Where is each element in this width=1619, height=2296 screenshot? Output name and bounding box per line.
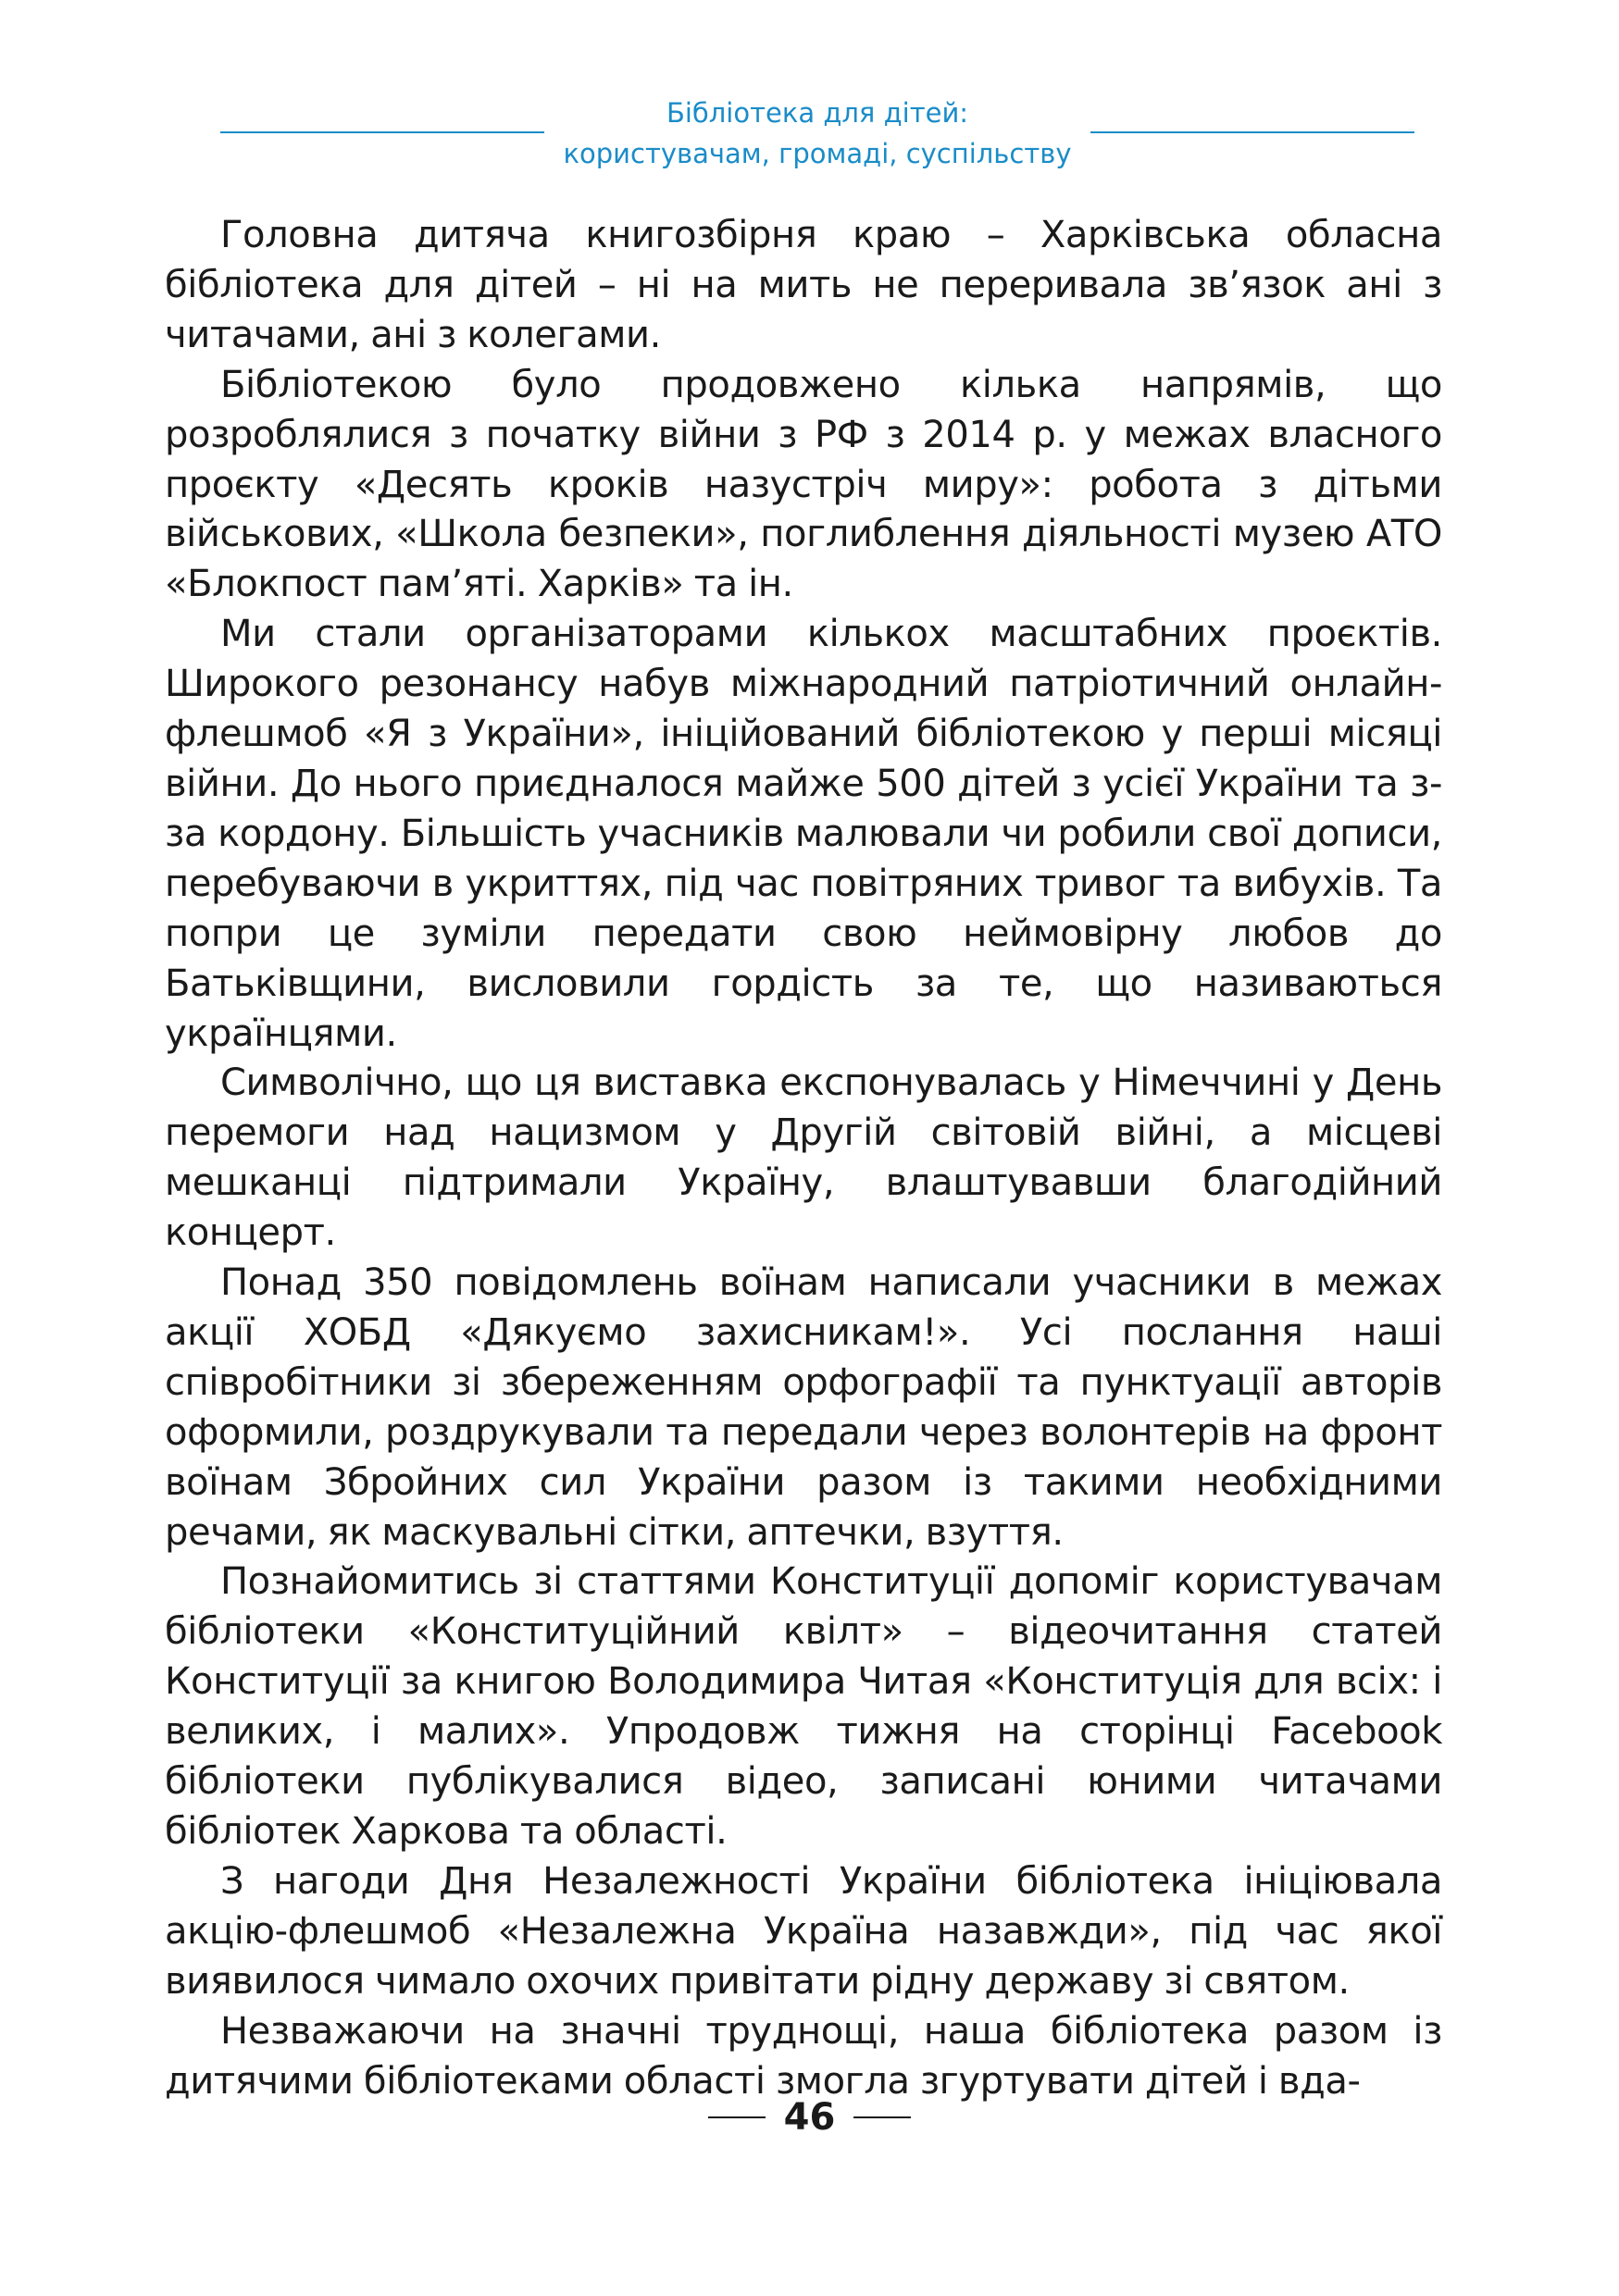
paragraph: Ми стали організаторами кількох масштабних проєктів. Широкого резонансу набув міжнародний патріотичний онлайн-флешмоб «Я з України», ініційований бібліотекою у перші місяці війни. До нього приєдналося майже 500 дітей з усієї України та з-за кордону. Більшість учасників малювали чи робили свої дописи, перебуваючи в укриттях, під час повітряних тривог та вибухів. Та попри це зуміли передати свою неймовірну любов до Батьківщини, висловили гордість за те, що називаються українцями. bbox=[165, 613, 1442, 1055]
paragraph: Бібліотекою було продовжено кілька напрямів, що розроблялися з початку війни з РФ з 2014 р. у межах власного проєкту «Десять кроків назустріч миру»: робота з дітьми військових, «Школа безпеки», поглиблення діяльності музею АТО «Блокпост пам’яті. Харків» та ін. bbox=[165, 363, 1442, 606]
paragraph: Символічно, що ця виставка експонувалась у Німеччині у День перемоги над нацизмом у Другій світовій війні, а місцеві мешканці підтримали Україну, влаштувавши благодійний концерт. bbox=[165, 1061, 1442, 1255]
folio-rule-right bbox=[853, 2116, 911, 2118]
body-text bbox=[165, 211, 1442, 2106]
header-rule-left bbox=[220, 131, 544, 133]
header-title-line-1: Бібліотека для дітей: bbox=[666, 97, 969, 129]
paragraph: Незважаючи на значні труднощі, наша бібліотека разом із дитячими бібліотеками області змогла згуртувати дітей і вда- bbox=[165, 2009, 1442, 2103]
running-header-title bbox=[554, 93, 1081, 174]
folio-rule-left bbox=[708, 2116, 766, 2118]
paragraph: Познайомитись зі статтями Конституції допоміг користувачам бібліотеки «Конституційний квілт» – відеочитання статей Конституції за книгою Володимира Читая «Конституція для всіх: і великих, і малих». Упродовж тижня на сторінці Facebook бібліотеки публікувалися відео, записані юними читачами бібліотек Харкова та області. bbox=[165, 1560, 1442, 1853]
header-rule-right bbox=[1090, 131, 1414, 133]
paragraph: Головна дитяча книгозбірня краю – Харківська обласна бібліотека для дітей – ні на мить не переривала зв’язок ані з читачами, ані з колегами. bbox=[165, 214, 1442, 356]
header-title-line-2: користувачам, громаді, суспільству bbox=[563, 138, 1072, 169]
paragraph: Понад 350 повідомлень воїнам написали учасники в межах акції ХОБД «Дякуємо захисникам!». Усі послання наші співробітники зі збереженням орфографії та пунктуації авторів оформили, роздрукували та передали через волонтерів на фронт воїнам Збройних сил України разом із такими необхідними речами, як маскувальні сітки, аптечки, взуття. bbox=[165, 1261, 1442, 1554]
page-number: 46 bbox=[783, 2096, 836, 2139]
paragraph: З нагоди Дня Незалежності України бібліотека ініціювала акцію-флешмоб «Незалежна Україна назавжди», під час якої виявилося чимало охочих привітати рідну державу зі святом. bbox=[165, 1859, 1442, 2003]
page-footer bbox=[0, 2090, 1619, 2145]
running-header bbox=[220, 93, 1414, 176]
